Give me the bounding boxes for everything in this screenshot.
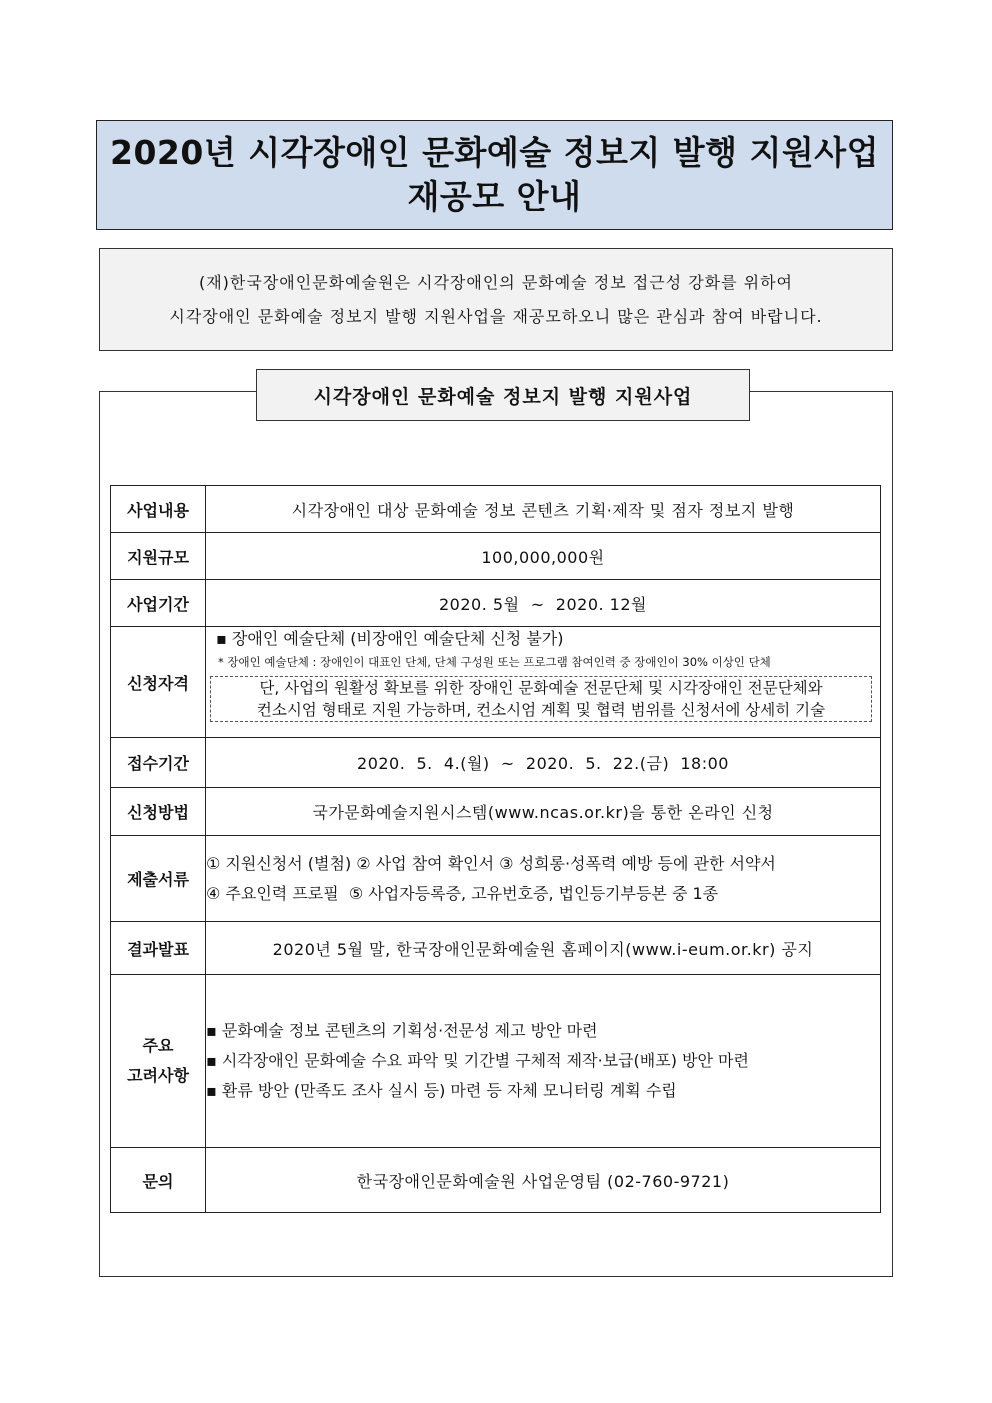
table-row-content [111,486,881,533]
label-period: 사업기간 [111,580,206,627]
table-row-reception [111,738,881,788]
table-row-method [111,788,881,836]
label-method: 신청방법 [111,788,206,836]
value-eligibility [206,627,881,738]
label-documents: 제출서류 [111,836,206,922]
value-result: 2020년 5월 말, 한국장애인문화예술원 홈페이지(www.i-eum.or.kr) 공지 [206,922,881,975]
title-banner [96,120,893,230]
label-scale: 지원규모 [111,533,206,580]
table-row-considerations [111,975,881,1148]
title-line-2: 재공모 안내 [407,177,582,216]
title-line-1: 2020년 시각장애인 문화예술 정보지 발행 지원사업 [110,133,879,172]
info-table [110,485,881,1213]
value-documents [206,836,881,922]
label-eligibility: 신청자격 [111,627,206,738]
eligibility-note: * 장애인 예술단체 : 장애인이 대표인 단체, 단체 구성원 또는 프로그램 참여인력 중 장애인이 30% 이상인 단체 [218,655,771,669]
table-row-contact [111,1148,881,1213]
table-row-period [111,580,881,627]
value-considerations [206,975,881,1148]
table-row-result [111,922,881,975]
eligibility-consortium-box [210,676,872,722]
consideration-item-2: ▪ 시각장애인 문화예술 수요 파악 및 기간별 구체적 제작·보급(배포) 방안 마련 [206,1051,749,1070]
label-contact: 문의 [111,1148,206,1213]
value-period: 2020. 5월 ~ 2020. 12월 [206,580,881,627]
consortium-line-2: 컨소시엄 형태로 지원 가능하며, 컨소시엄 계획 및 협력 범위를 신청서에 상세히 기술 [256,701,826,719]
table-row-eligibility [111,627,881,738]
value-reception: 2020. 5. 4.(월) ~ 2020. 5. 22.(금) 18:00 [206,738,881,788]
eligibility-bullet: ▪ 장애인 예술단체 (비장애인 예술단체 신청 불가) [216,629,564,648]
consideration-item-1: ▪ 문화예술 정보 콘텐츠의 기획성·전문성 제고 방안 마련 [206,1021,598,1040]
label-considerations-line-2: 고려사항 [127,1066,189,1085]
consortium-line-1: 단, 사업의 원활성 확보를 위한 장애인 문화예술 전문단체 및 시각장애인 전문단체와 [259,679,823,697]
documents-line-1: ① 지원신청서 (별첨) ② 사업 참여 확인서 ③ 성희롱·성폭력 예방 등에 관한 서약서 [206,853,776,873]
label-reception: 접수기간 [111,738,206,788]
consideration-item-3: ▪ 환류 방안 (만족도 조사 실시 등) 마련 등 자체 모니터링 계획 수립 [206,1081,677,1100]
value-method: 국가문화예술지원시스템(www.ncas.or.kr)을 통한 온라인 신청 [206,788,881,836]
label-considerations [111,975,206,1148]
intro-line-1: (재)한국장애인문화예술원은 시각장애인의 문화예술 정보 접근성 강화를 위하여 [198,272,794,292]
value-content: 시각장애인 대상 문화예술 정보 콘텐츠 기획·제작 및 점자 정보지 발행 [206,486,881,533]
value-scale: 100,000,000원 [206,533,881,580]
label-result: 결과발표 [111,922,206,975]
intro-line-2: 시각장애인 문화예술 정보지 발행 지원사업을 재공모하오니 많은 관심과 참여 바랍니다. [169,306,823,326]
documents-line-2: ④ 주요인력 프로필 ⑤ 사업자등록증, 고유번호증, 법인등기부등본 중 1종 [206,883,719,903]
section-title: 시각장애인 문화예술 정보지 발행 지원사업 [256,369,750,421]
table-row-documents [111,836,881,922]
label-content: 사업내용 [111,486,206,533]
table-row-scale [111,533,881,580]
intro-box [99,248,893,351]
label-considerations-line-1: 주요 [142,1036,174,1055]
value-contact: 한국장애인문화예술원 사업운영팀 (02-760-9721) [206,1148,881,1213]
